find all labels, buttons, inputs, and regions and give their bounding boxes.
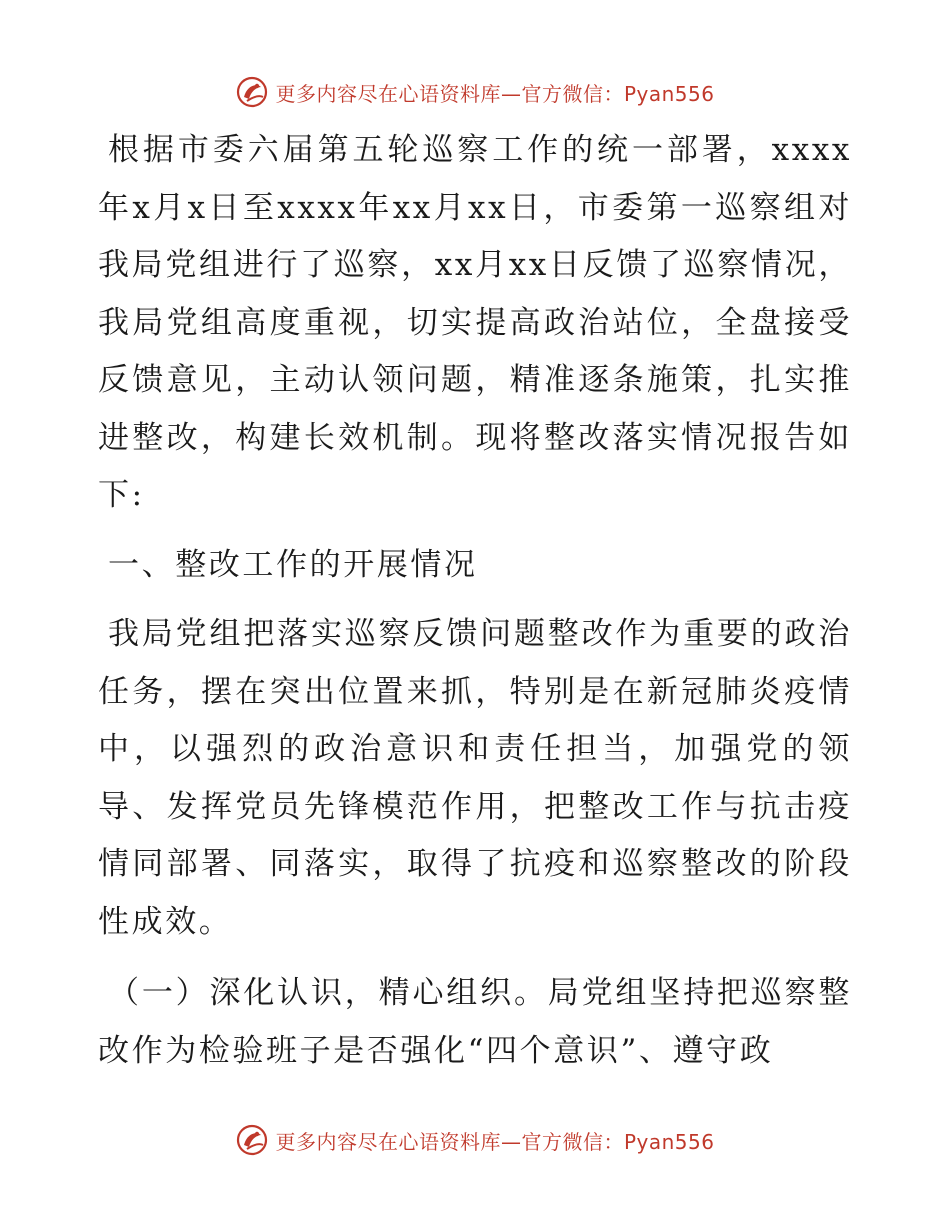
watermark-text: 更多内容尽在心语资料库—官方微信：Pyan556 — [275, 1129, 715, 1154]
paragraph-intro: 根据市委六届第五轮巡察工作的统一部署，xxxx年x月x日至xxxx年xx月xx日，市委第一巡察组对我局党组进行了巡察，xx月xx日反馈了巡察情况，我局党组高度重视，切实提高政治站位，全盘接受反馈意见，主动认领问题，精准逐条施策，扎实推进整改，构建长效机制。现将整改落实情况报告如下: — [98, 132, 852, 513]
red-swirl-logo-icon — [235, 1123, 269, 1157]
section-heading: 一、整改工作的开展情况 — [108, 546, 478, 583]
footer-watermark — [0, 1120, 950, 1160]
red-swirl-logo-icon — [235, 75, 269, 109]
header-watermark — [0, 72, 950, 112]
watermark-text: 更多内容尽在心语资料库—官方微信：Pyan556 — [275, 81, 715, 106]
paragraph-section-1: 我局党组把落实巡察反馈问题整改作为重要的政治任务，摆在突出位置来抓，特别是在新冠肺炎疫情中，以强烈的政治意识和责任担当，加强党的领导、发挥党员先锋模范作用，把整改工作与抗击疫情同部署、同落实，取得了抗疫和巡察整改的阶段性成效。 — [98, 616, 852, 940]
paragraph-subsection-1: （一）深化认识，精心组织。局党组坚持把巡察整改作为检验班子是否强化“四个意识”、遵守政 — [98, 975, 852, 1069]
document-body — [98, 122, 852, 1080]
